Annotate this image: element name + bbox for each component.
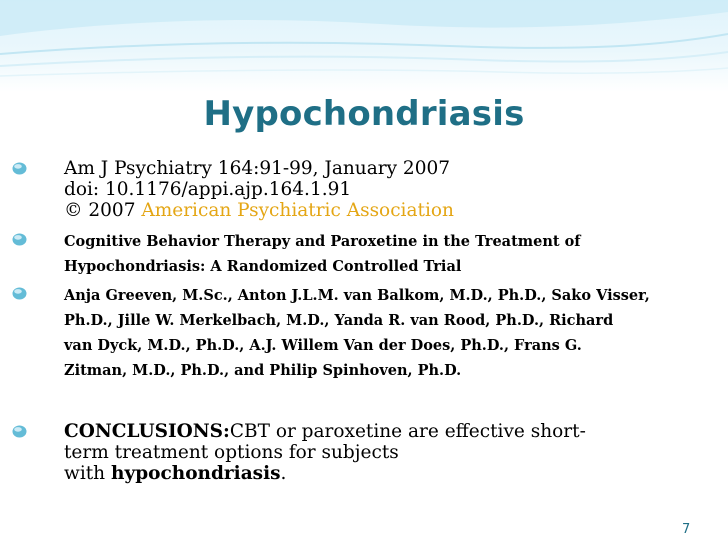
bullet-icon: [12, 286, 27, 301]
bullet-paper-title: [12, 229, 702, 279]
conclusions-label: CONCLUSIONS:: [64, 421, 230, 442]
bullet-citation: [12, 158, 702, 221]
authors-line: Ph.D., Jille W. Merkelbach, M.D., Yanda R. van Rood, Ph.D., Richard: [64, 312, 614, 329]
page-number: 7: [682, 522, 691, 537]
header-wave-graphic: [0, 0, 728, 92]
bullet-conclusions: [12, 421, 702, 484]
conclusions-line: [64, 421, 702, 442]
paper-title-line: Hypochondriasis: A Randomized Controlled Trial: [64, 258, 462, 275]
citation-copyright: [64, 200, 702, 221]
conclusions-period: .: [280, 463, 287, 484]
citation-doi: doi: 10.1176/appi.ajp.164.1.91: [64, 179, 352, 200]
header-wave-band: [0, 0, 728, 92]
authors-line: Zitman, M.D., Ph.D., and Philip Spinhoven, Ph.D.: [64, 362, 462, 379]
bullet-icon: [12, 232, 27, 247]
conclusions-line-2: term treatment options for subjects: [64, 442, 399, 463]
slide-content: [12, 158, 702, 484]
copyright-prefix: © 2007: [64, 200, 136, 221]
bullet-authors: [12, 283, 702, 383]
paper-title-line: Cognitive Behavior Therapy and Paroxetine in the Treatment of: [64, 233, 581, 250]
citation-journal: Am J Psychiatry 164:91-99, January 2007: [64, 158, 451, 179]
copyright-organization: American Psychiatric Association: [141, 200, 454, 221]
bullet-icon: [12, 424, 27, 439]
conclusions-text: CBT or paroxetine are effective short-: [229, 421, 586, 442]
conclusions-term: hypochondriasis: [111, 463, 281, 484]
conclusions-with: with: [64, 463, 106, 484]
bullet-icon: [12, 161, 27, 176]
conclusions-line-3: [64, 463, 702, 484]
authors-line: Anja Greeven, M.Sc., Anton J.L.M. van Balkom, M.D., Ph.D., Sako Visser,: [64, 287, 650, 304]
slide-title: Hypochondriasis: [203, 94, 525, 134]
authors-line: van Dyck, M.D., Ph.D., A.J. Willem Van der Does, Ph.D., Frans G.: [64, 337, 582, 354]
